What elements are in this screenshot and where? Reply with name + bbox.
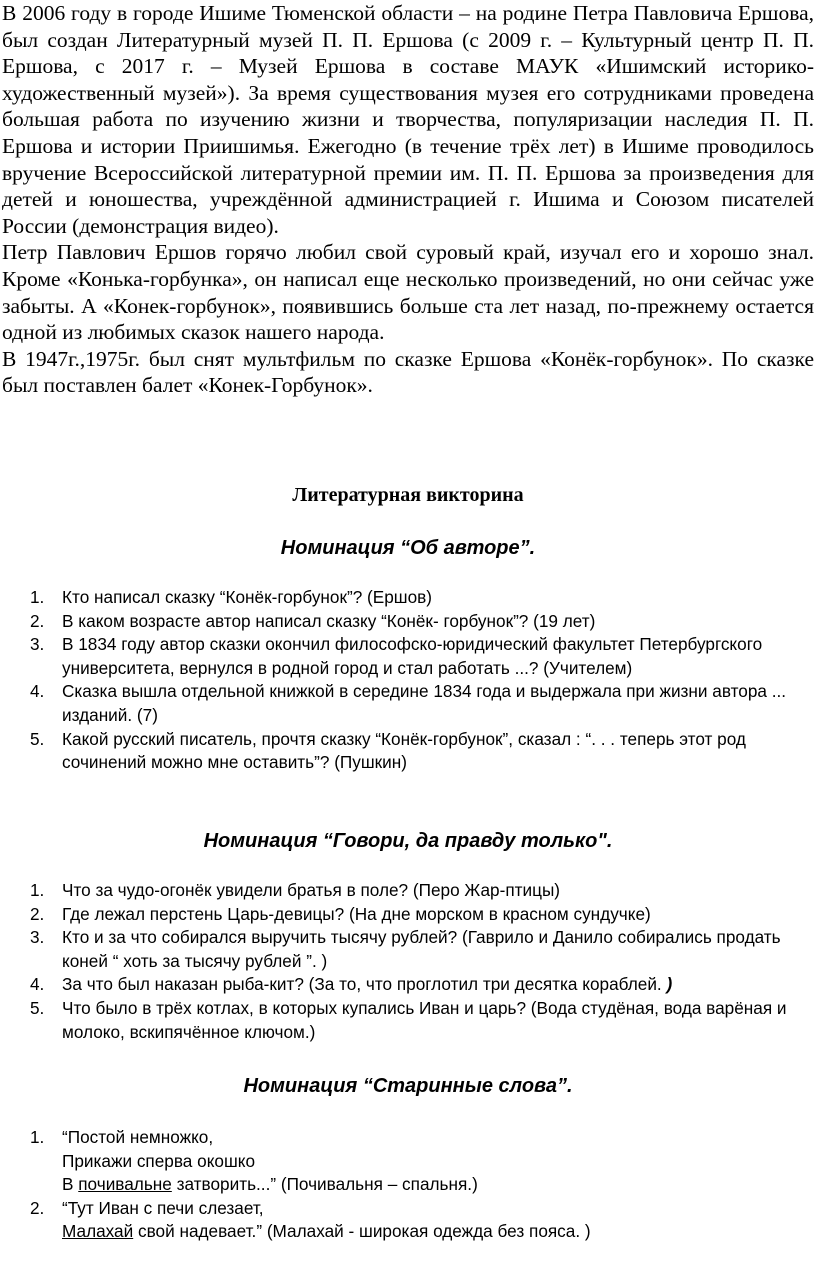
item-text: За что был наказан рыба-кит? (За то, что проглотил три десятка кораблей. [62,974,662,995]
item-text: В каком возрасте автор написал сказку “Конёк- горбунок”? (19 лет) [62,610,596,631]
verse-text: затворить...” (Почивальня – спальня.) [171,1174,478,1195]
nomination-truth-list [30,879,810,1044]
item-text: Где лежал перстень Царь-девицы? (На дне морском в красном сундучке) [62,903,651,924]
intro-text [2,0,814,399]
list-item [30,586,810,610]
item-number: 3. [30,634,45,655]
item-number: 4. [30,681,45,702]
nomination-old-words-list [30,1126,810,1244]
list-item [30,680,810,727]
item-number: 1. [30,880,45,900]
verse-line [62,1173,810,1197]
item-text: В 1834 году автор сказки окончил философско-юридический факультет Петербургского университета, вернулся в родной город и стал работать ...? (Учителем) [62,634,763,678]
item-number: 5. [30,728,45,749]
quiz-title: Литературная викторина [292,484,524,506]
underlined-word: Малахай [62,1221,134,1242]
intro-paragraph-2: Петр Павлович Ершов горячо любил свой суровый край, изучал его и хорошо знал. Кроме «Конька-горбунка», он написал еще несколько произведений, но они сейчас уже забыты. А «Конек-горбунок», появившись больше ста лет назад, по-прежнему остается одной из любимых сказок нашего народа. [2,240,814,345]
nomination-truth-title: Номинация “Говори, да правду только". [203,830,613,852]
intro-paragraph-3: В 1947г.,1975г. был снят мультфильм по сказке Ершова «Конёк-горбунок». По сказке был поставлен балет «Конек-Горбунок». [2,346,814,398]
list-item [30,1126,810,1197]
item-number: 3. [30,927,45,948]
item-number: 2. [30,903,45,924]
verse-line [62,1220,810,1244]
item-number: 1. [30,1127,45,1147]
list-item [30,926,810,973]
list-item [30,728,810,775]
verse-text: В [62,1174,79,1195]
underlined-word: почивальне [78,1174,172,1195]
list-item [30,610,810,634]
verse-line: Прикажи сперва окошко [62,1150,256,1171]
nomination-author-title: Номинация “Об авторе”. [280,537,536,559]
list-item [30,633,810,680]
list-item [30,879,810,903]
item-text: Какой русский писатель, прочтя сказку “Конёк-горбунок”, сказал : “. . . теперь этот род сочинений можно мне оставить”? (Пушкин) [62,728,746,773]
verse-text: свой надевает.” (Малахай - широкая одежда без пояса. ) [133,1221,591,1242]
list-item [30,997,810,1044]
verse-line: “Постой немножко, [62,1127,214,1147]
list-item [30,1197,810,1244]
list-item [30,903,810,927]
item-number: 4. [30,974,45,995]
item-number: 1. [30,587,45,607]
item-number: 2. [30,610,45,631]
item-number: 5. [30,997,45,1018]
intro-paragraph-1: В 2006 году в городе Ишиме Тюменской области – на родине Петра Павловича Ершова, был создан Литературный музей П. П. Ершова (с 2009 г. – Культурный центр П. П. Ершова, с 2017 г. – Музей Ершова в составе МАУК «Ишимский историко-художественный музей»). За время существования музея его сотрудниками проведена большая работа по изучению жизни и творчества, популяризации наследия П. П. Ершова и истории Приишимья. Ежегодно (в течение трёх лет) в Ишиме проводилось вручение Всероссийской литературной премии им. П. П. Ершова за произведения для детей и юношества, учреждённой администрацией г. Ишима и Союзом писателей России (демонстрация видео). [2,1,814,238]
item-text: Сказка вышла отдельной книжкой в середине 1834 года и выдержала при жизни автора ... изданий. (7) [62,681,787,725]
item-text: Кто написал сказку “Конёк-горбунок”? (Ершов) [62,587,432,607]
item-text: Кто и за что собирался выручить тысячу рублей? (Гаврило и Данило собирались продать коней “ хоть за тысячу рублей ”. ) [62,927,781,971]
verse-line: “Тут Иван с печи слезает, [62,1197,264,1218]
item-number: 2. [30,1197,45,1218]
item-text: Что за чудо-огонёк увидели братья в поле? (Перо Жар-птицы) [62,880,561,900]
item-text-tail: ) [661,974,673,995]
nomination-author-list [30,586,810,775]
item-text: Что было в трёх котлах, в которых купались Иван и царь? (Вода студёная, вода варёная и молоко, вскипячённое ключом.) [62,997,787,1042]
nomination-old-words-title: Номинация “Старинные слова”. [243,1075,573,1097]
list-item [30,973,810,997]
